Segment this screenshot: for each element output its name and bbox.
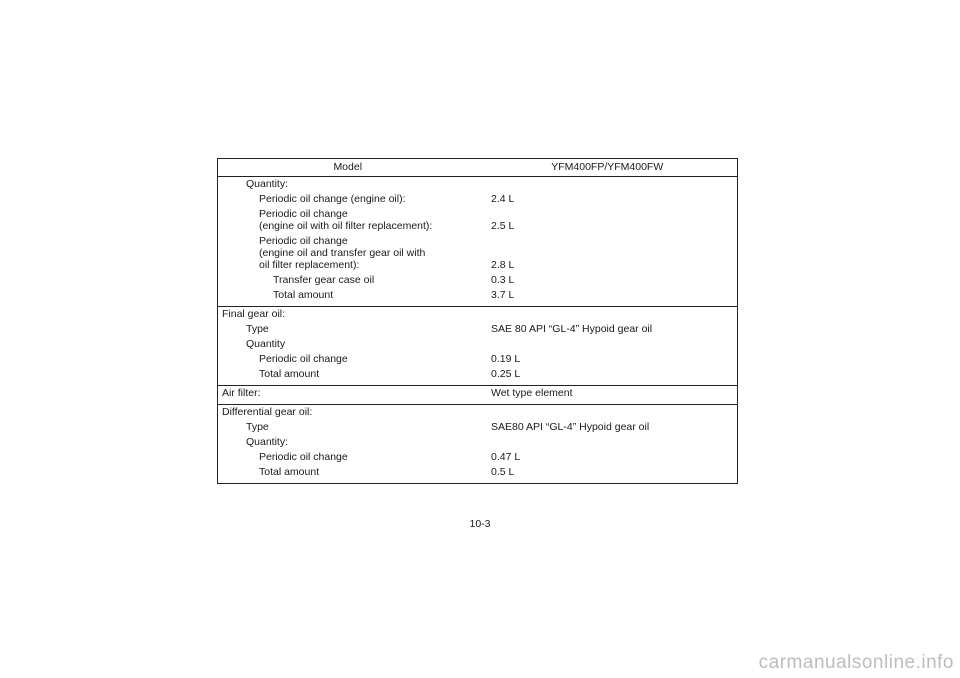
spec-value: 0.5 L <box>491 466 515 478</box>
spec-value: 0.25 L <box>491 368 521 380</box>
page-number: 10-3 <box>469 518 491 530</box>
table-section <box>218 405 737 483</box>
spec-label: Total amount <box>273 289 334 301</box>
specifications-table <box>217 158 738 484</box>
spec-label: Final gear oil: <box>222 308 286 320</box>
table-row <box>218 308 737 320</box>
spec-label: Periodic oil change (engine oil with oil filter replacement): <box>259 208 433 232</box>
spec-label: Differential gear oil: <box>222 406 313 418</box>
spec-label: Type <box>246 421 269 433</box>
table-row <box>218 353 737 365</box>
table-row <box>218 289 737 301</box>
spec-value: Wet type element <box>491 387 573 399</box>
table-section <box>218 177 737 307</box>
spec-label: Periodic oil change (engine oil): <box>259 193 406 205</box>
spec-label: Total amount <box>259 368 320 380</box>
spec-value: 2.8 L <box>491 259 515 271</box>
header-model-label: Model <box>333 161 363 173</box>
table-row <box>218 178 737 190</box>
spec-value: 3.7 L <box>491 289 515 301</box>
spec-label: Quantity: <box>246 436 289 448</box>
table-row <box>218 406 737 418</box>
watermark-text: carmanualsonline.info <box>758 652 954 673</box>
spec-label: Periodic oil change <box>259 451 348 463</box>
spec-value: 0.3 L <box>491 274 515 286</box>
table-row <box>218 208 737 232</box>
table-row <box>218 436 737 448</box>
table-row <box>218 235 737 271</box>
spec-value: 2.4 L <box>491 193 515 205</box>
spec-value: 0.47 L <box>491 451 521 463</box>
table-row <box>218 338 737 350</box>
table-row <box>218 466 737 478</box>
table-row <box>218 387 737 399</box>
table-row <box>218 451 737 463</box>
table-row <box>218 421 737 433</box>
header-model-value: YFM400FP/YFM400FW <box>551 161 664 173</box>
spec-value: SAE80 API “GL-4” Hypoid gear oil <box>491 421 650 433</box>
table-row <box>218 323 737 335</box>
spec-label: Air filter: <box>222 387 261 399</box>
spec-label: Total amount <box>259 466 320 478</box>
spec-label: Periodic oil change <box>259 353 348 365</box>
spec-value: SAE 80 API “GL-4” Hypoid gear oil <box>491 323 653 335</box>
table-section <box>218 307 737 386</box>
spec-label: Type <box>246 323 269 335</box>
table-body <box>218 177 737 483</box>
table-row <box>218 274 737 286</box>
spec-label: Periodic oil change (engine oil and transfer gear oil with oil filter replacement): <box>259 235 426 271</box>
spec-label: Quantity: <box>246 178 289 190</box>
table-header <box>218 159 737 177</box>
table-row <box>218 193 737 205</box>
spec-value: 0.19 L <box>491 353 521 365</box>
spec-label: Quantity <box>246 338 286 350</box>
spec-value: 2.5 L <box>491 220 515 232</box>
spec-label: Transfer gear case oil <box>273 274 375 286</box>
table-row <box>218 368 737 380</box>
table-section <box>218 386 737 405</box>
